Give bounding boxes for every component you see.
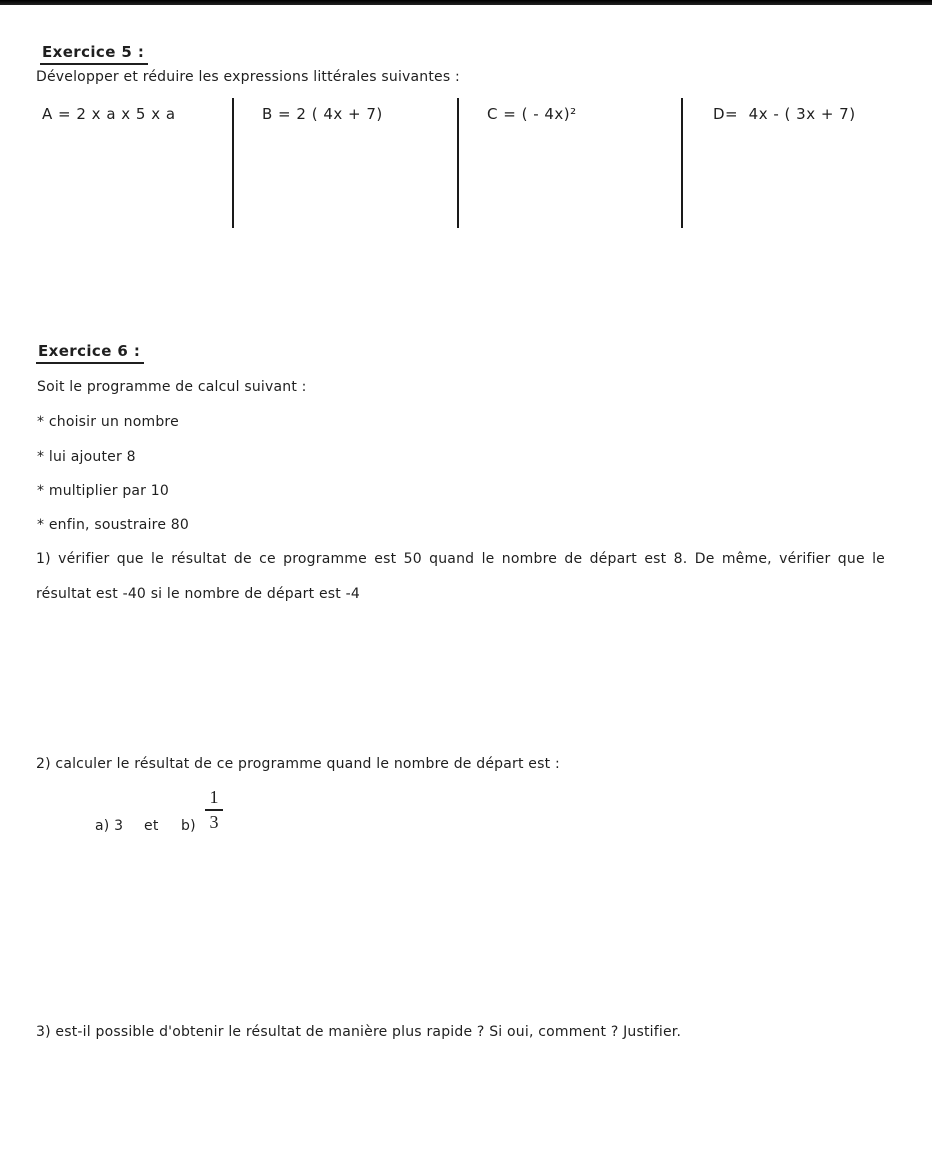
expression-c: C = ( - 4x)² <box>487 105 577 123</box>
column-divider-2 <box>457 98 459 228</box>
program-step-2: * lui ajouter 8 <box>37 449 136 465</box>
fraction-numerator: 1 <box>209 787 219 807</box>
expressions-row <box>0 98 932 228</box>
program-step-1: * choisir un nombre <box>37 414 179 430</box>
exercise5-title: Exercice 5 : <box>40 43 148 65</box>
program-step-4: * enfin, soustraire 80 <box>37 517 189 533</box>
question1-line2: résultat est -40 si le nombre de départ est -4 <box>36 586 360 602</box>
question2: 2) calculer le résultat de ce programme quand le nombre de départ est : <box>36 756 560 772</box>
expression-d: D= 4x - ( 3x + 7) <box>713 105 856 123</box>
option-a-label: a) 3 <box>95 818 124 834</box>
exercise5-intro: Développer et réduire les expressions littérales suivantes : <box>36 69 460 85</box>
fraction-bar <box>205 809 223 811</box>
exercise6-title: Exercice 6 : <box>36 342 144 364</box>
expression-b: B = 2 ( 4x + 7) <box>262 105 383 123</box>
column-divider-1 <box>232 98 234 228</box>
question3: 3) est-il possible d'obtenir le résultat de manière plus rapide ? Si oui, comment ? Justifier. <box>36 1024 682 1040</box>
fraction-denominator: 3 <box>209 812 219 832</box>
column-divider-3 <box>681 98 683 228</box>
expression-a: A = 2 x a x 5 x a <box>42 105 176 123</box>
option-conjunction: et <box>144 818 159 834</box>
fraction-one-third <box>203 787 225 833</box>
option-b-label: b) <box>181 818 196 834</box>
program-step-3: * multiplier par 10 <box>37 483 170 499</box>
exercise6-intro: Soit le programme de calcul suivant : <box>37 379 307 395</box>
top-edge-bar <box>0 0 932 5</box>
question1-line1: 1) vérifier que le résultat de ce programme est 50 quand le nombre de départ est 8. De même, vérifier que le <box>36 551 885 567</box>
